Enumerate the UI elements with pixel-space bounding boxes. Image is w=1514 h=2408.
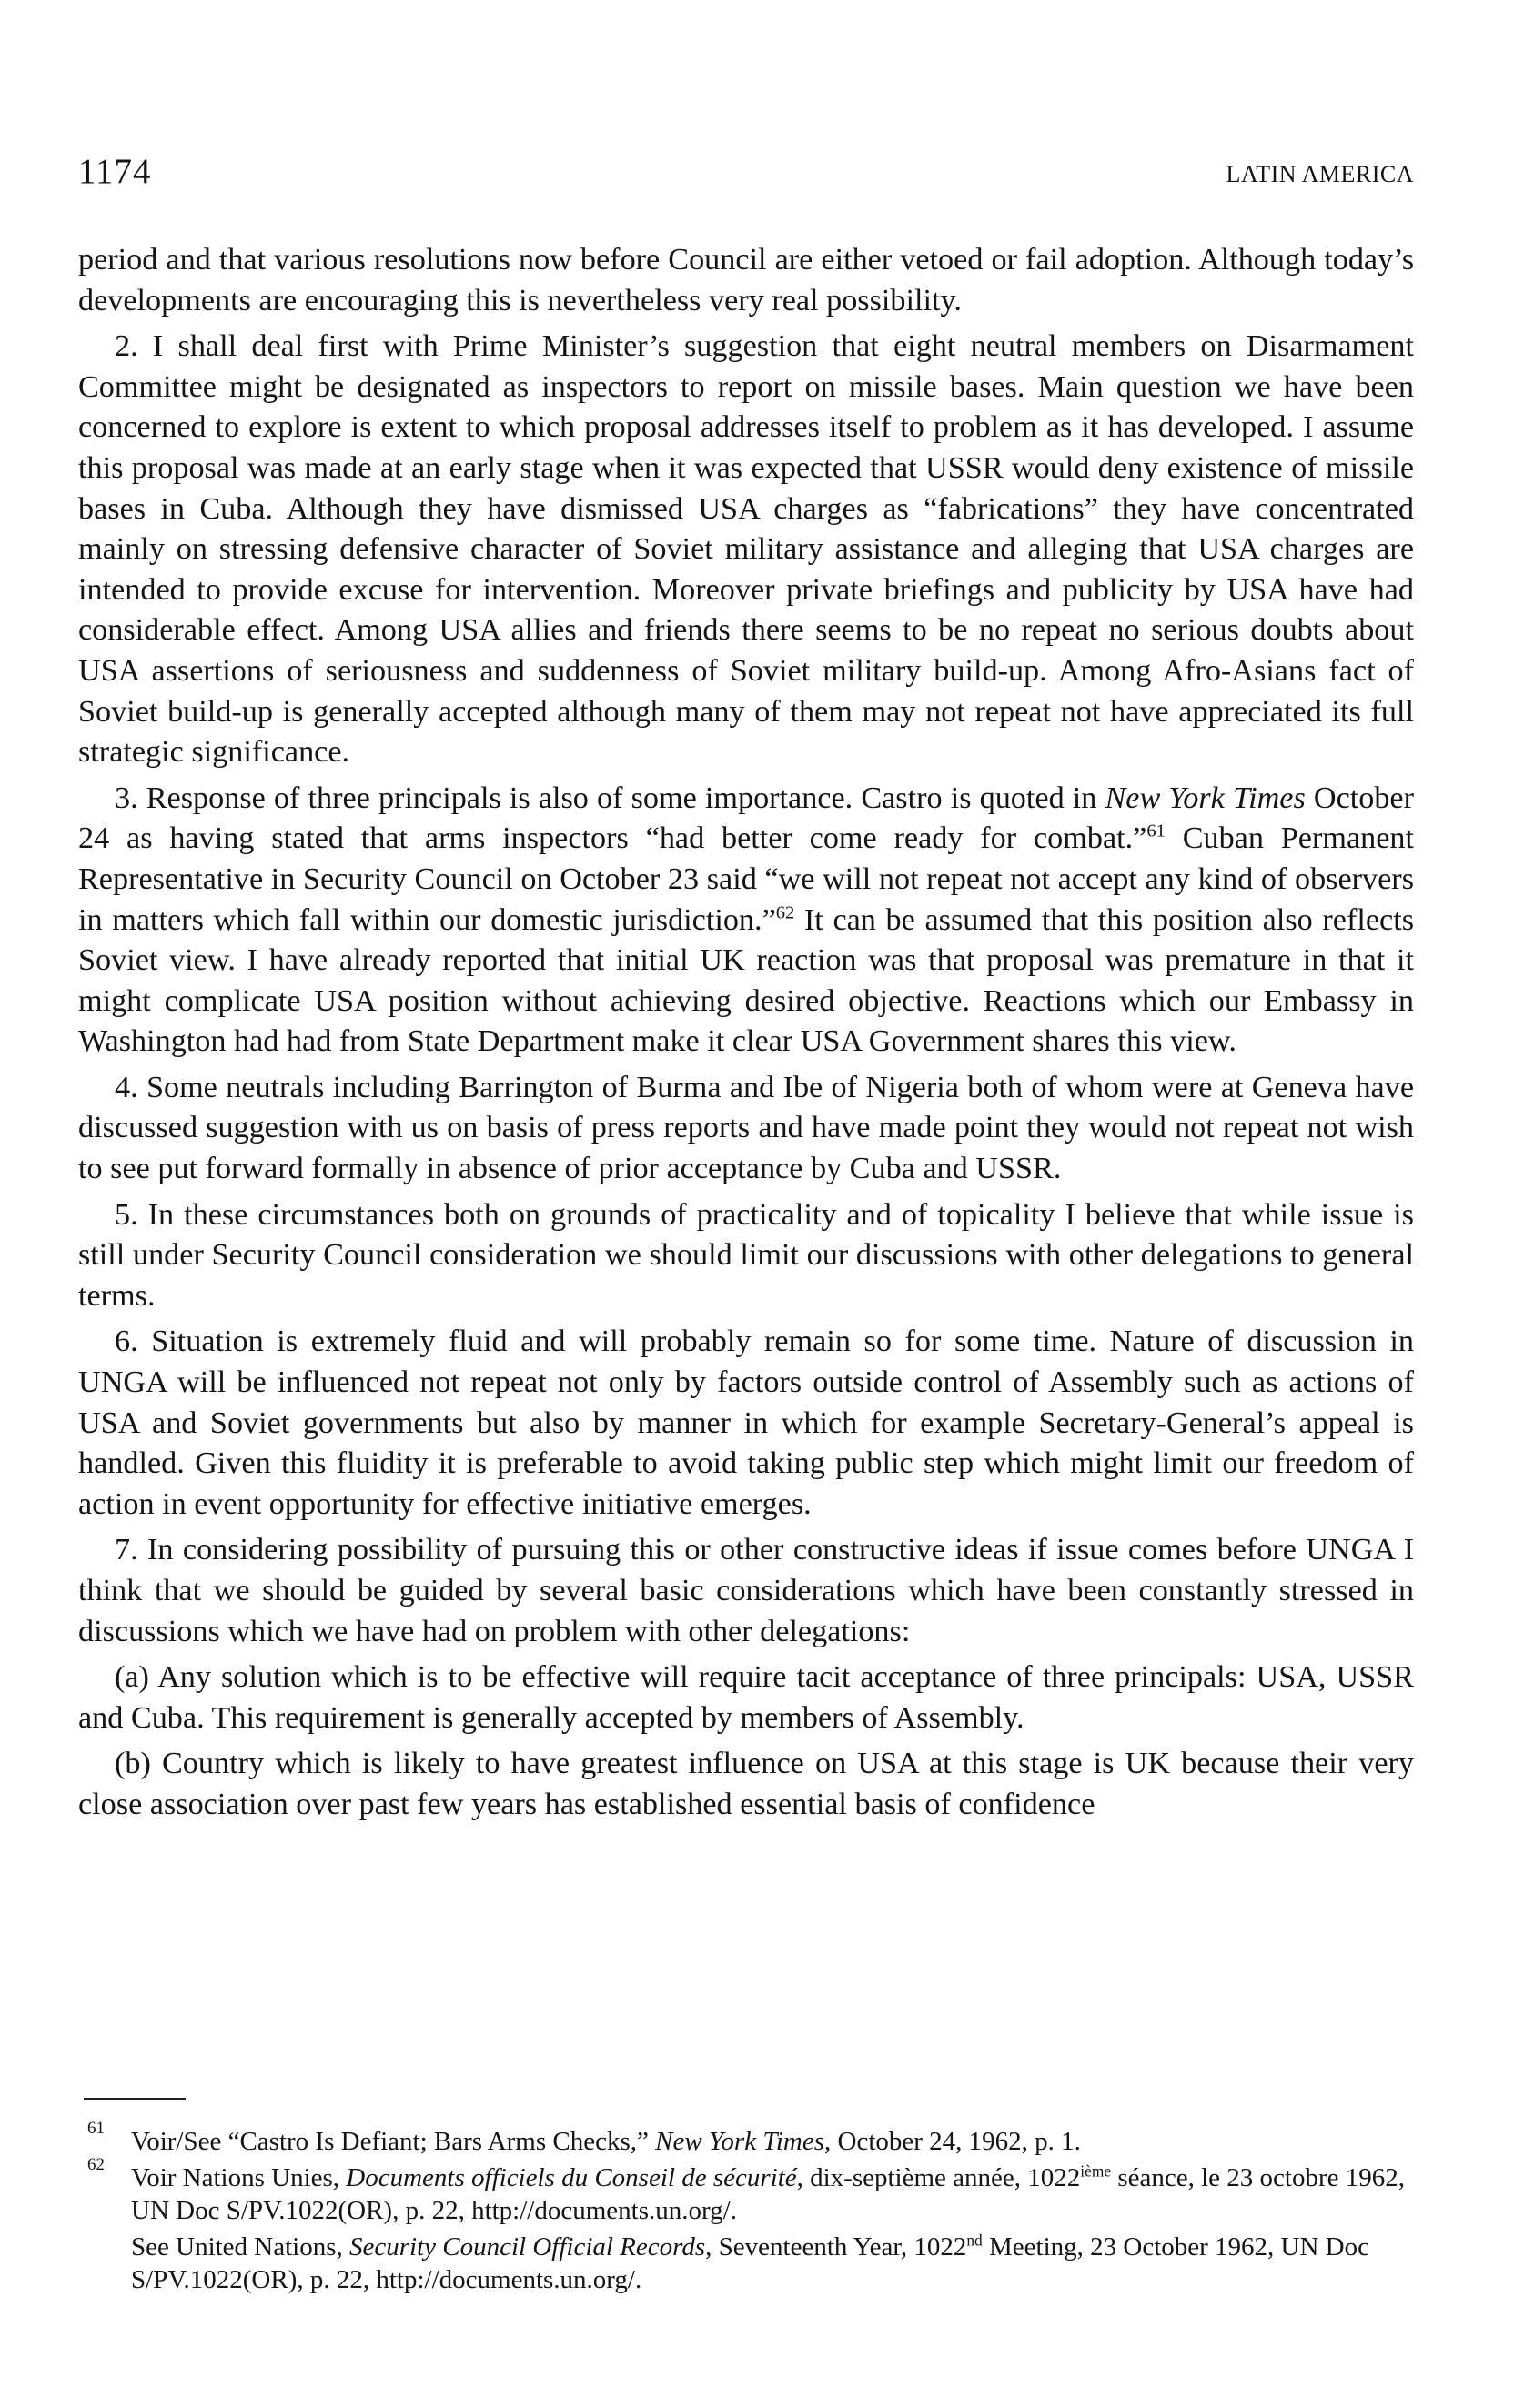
footnote-mark-61: 61 <box>87 2119 105 2138</box>
footnote-62-en-text-b: , Seventeenth Year, 1022 <box>705 2232 967 2262</box>
footnote-62-text-a: Voir Nations Unies, <box>131 2163 347 2192</box>
footnote-62-ordinal-en: nd <box>966 2231 983 2250</box>
paragraph-5: 5. In these circumstances both on grounds of practicality and of topicality I believe that while issue is still under Security Council consideration we should limit our discussions with other delegations to general terms. <box>78 1197 1414 1313</box>
paragraph-3-text-c: Cuban Permanent Representative in Security Council on October 23 said “we will not repeat not accept any kind of observers in matters which fall within our domestic jurisdiction.” <box>78 821 1414 937</box>
body-text <box>78 240 1414 1831</box>
paragraph-7a: (a) Any solution which is to be effective will require tacit acceptance of three principals: USA, USSR and Cuba. This requirement is generally accepted by members of Assembly. <box>78 1660 1414 1735</box>
paragraph-3 <box>78 779 1414 1063</box>
paragraph-1: period and that various resolutions now before Council are either vetoed or fail adoption. Although today’s developments are encouraging this is nevertheless very real possibility. <box>78 243 1414 317</box>
section-title: LATIN AMERICA <box>1226 161 1414 187</box>
footnote-62 <box>78 2155 1416 2227</box>
paragraph-3-text-a: 3. Response of three principals is also of some importance. Castro is quoted in <box>115 781 1105 815</box>
running-header <box>78 147 1414 202</box>
footnote-divider <box>84 2098 186 2100</box>
footnote-ref-61[interactable]: 61 <box>1146 821 1166 841</box>
footnotes <box>78 2119 1416 2296</box>
footnote-62-english <box>78 2231 1416 2296</box>
newspaper-title: New York Times <box>1105 781 1306 815</box>
paragraph-3-text-b: October 24 as having stated that arms inspectors “had better come ready for combat.” <box>78 781 1414 856</box>
footnote-62-ordinal-fr: ième <box>1080 2161 1112 2181</box>
footnote-62-en-text-a: See United Nations, <box>131 2232 350 2262</box>
footnote-61 <box>78 2119 1416 2158</box>
footnote-62-text-c: séance, le 23 octobre 1962, UN Doc S/PV.1022(OR), p. 22, http://documents.un.org/. <box>131 2163 1405 2225</box>
footnote-mark-62: 62 <box>87 2155 105 2174</box>
footnote-61-text-b: , October 24, 1962, p. 1. <box>824 2127 1081 2156</box>
page-number: 1174 <box>78 152 152 191</box>
footnote-62-en-text-c: Meeting, 23 October 1962, UN Doc S/PV.1022(OR), p. 22, http://documents.un.org/. <box>131 2232 1369 2294</box>
paragraph-3-text-d: It can be assumed that this position also reflects Soviet view. I have already reported that initial UK reaction was that proposal was premature in that it might complicate USA position without achieving desired objective. Reactions which our Embassy in Washington had had from State Department make it clear USA Government shares this view. <box>78 902 1414 1059</box>
footnote-62-source-en: Security Council Official Records <box>349 2232 706 2262</box>
paragraph-2: 2. I shall deal first with Prime Minister’s suggestion that eight neutral members on Disarmament Committee might be designated as inspectors to report on missile bases. Main question we have been concerned to explore is extent to which proposal addresses itself to problem as it has developed. I assume this proposal was made at an early stage when it was expected that USSR would deny existence of missile bases in Cuba. Although they have dismissed USA charges as “fabrications” they have concentrated mainly on stressing defensive character of Soviet military assistance and alleging that USA charges are intended to provide excuse for intervention. Moreover private briefings and publicity by USA have had considerable effect. Among USA allies and friends there seems to be no repeat no serious doubts about USA assertions of seriousness and suddenness of Soviet military build-up. Among Afro-Asians fact of Soviet build-up is generally accepted although many of them may not repeat not have appreciated its full strategic significance. <box>78 329 1414 770</box>
footnote-61-text-a: Voir/See “Castro Is Defiant; Bars Arms Checks,” <box>131 2127 656 2156</box>
paragraph-4: 4. Some neutrals including Barrington of Burma and Ibe of Nigeria both of whom were at Geneva have discussed suggestion with us on basis of press reports and have made point they would not repeat not wish to see put forward formally in absence of prior acceptance by Cuba and USSR. <box>78 1070 1414 1186</box>
paragraph-7: 7. In considering possibility of pursuing this or other constructive ideas if issue comes before UNGA I think that we should be guided by several basic considerations which have been constantly stressed in discussions which we have had on problem with other delegations: <box>78 1533 1414 1648</box>
footnote-62-text-b: , dix-septième année, 1022 <box>796 2163 1081 2192</box>
footnote-62-source-fr: Documents officiels du Conseil de sécurité <box>346 2163 797 2192</box>
paragraph-6: 6. Situation is extremely fluid and will probably remain so for some time. Nature of discussion in UNGA will be influenced not repeat not only by factors outside control of Assembly such as actions of USA and Soviet governments but also by manner in which for example Secretary-General’s appeal is handled. Given this fluidity it is preferable to avoid taking public step which might limit our freedom of action in event opportunity for effective initiative emerges. <box>78 1325 1414 1521</box>
footnote-ref-62[interactable]: 62 <box>775 902 795 923</box>
paragraph-7b: (b) Country which is likely to have greatest influence on USA at this stage is UK because their very close association over past few years has established essential basis of confidence <box>78 1747 1414 1821</box>
footnote-61-newspaper: New York Times <box>655 2127 825 2156</box>
